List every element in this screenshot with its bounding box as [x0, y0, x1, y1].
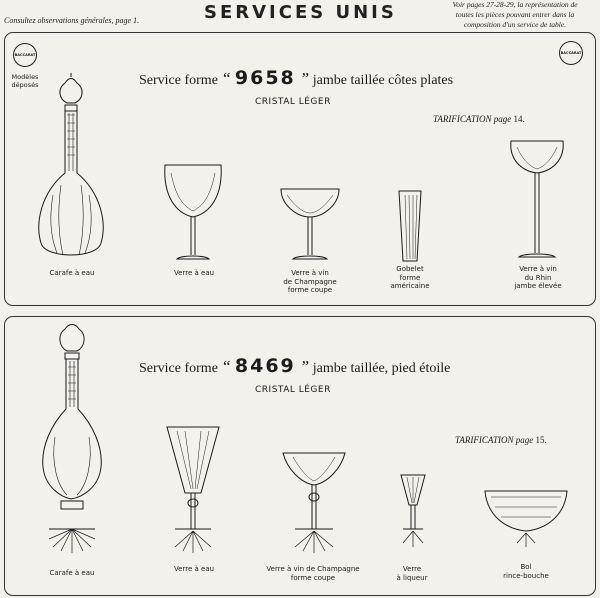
caption-line: forme	[399, 273, 421, 282]
caption-line: Gobelet	[396, 265, 424, 273]
caption-line: Verre à vin	[291, 269, 329, 277]
glassware-illustrations	[5, 317, 595, 595]
caption-line: forme coupe	[287, 286, 333, 294]
caption-line: Verre à vin	[519, 265, 557, 273]
quote-open: “	[221, 69, 231, 88]
models-note-line: Modèles	[11, 73, 39, 81]
caption-line: Verre à vin de Champagne	[266, 565, 360, 573]
item-caption	[27, 569, 117, 578]
service-prefix: Service forme	[139, 73, 218, 88]
header-note-line: Voir pages 27-28-29, la représentation de	[452, 0, 578, 9]
finger-bowl-illustration	[485, 491, 567, 547]
header-note-line: composition d'un service de table.	[463, 20, 567, 29]
caption-line: américaine	[390, 282, 430, 290]
item-caption	[265, 269, 355, 295]
crystal-subtitle: CRISTAL LÉGER	[255, 385, 331, 395]
rhine-glass-illustration	[511, 141, 563, 257]
service-panel-8469	[4, 316, 596, 596]
item-caption	[481, 563, 571, 580]
service-number: 8469	[234, 355, 296, 377]
service-suffix: jambe taillée, pied étoile	[312, 361, 451, 376]
service-number: 9658	[234, 67, 296, 89]
item-caption	[365, 265, 455, 291]
quote-close: ”	[299, 69, 310, 88]
caption-line: rince-bouche	[503, 571, 549, 580]
caption-line: de Champagne	[283, 277, 337, 286]
caption-line: Verre à eau	[173, 565, 215, 573]
page-title: SERVICES UNIS	[204, 2, 397, 23]
logo-text: BACCARAT	[14, 53, 36, 57]
caption-line: Verre à eau	[173, 269, 215, 277]
caption-line: à liqueur	[396, 573, 428, 582]
item-caption	[493, 265, 583, 291]
carafe-illustration	[43, 325, 102, 554]
quote-close: ”	[299, 357, 310, 376]
liqueur-glass-illustration	[401, 475, 425, 547]
item-caption	[367, 565, 457, 582]
tarif-page: 14.	[513, 114, 525, 124]
service-suffix: jambe taillée côtes plates	[312, 73, 454, 88]
caption-line: Carafe à eau	[49, 569, 95, 577]
item-caption	[253, 565, 373, 582]
champagne-coupe-illustration	[283, 453, 345, 553]
tarif-label: TARIFICATION page	[455, 435, 534, 445]
caption-line: Verre	[402, 565, 422, 573]
logo-text: BACCARAT	[560, 51, 582, 55]
crystal-subtitle: CRISTAL LÉGER	[255, 97, 331, 107]
caption-line: forme coupe	[290, 573, 336, 582]
water-glass-illustration	[165, 165, 221, 259]
water-glass-illustration	[167, 427, 219, 553]
tarif-label: TARIFICATION page	[433, 114, 512, 124]
caption-line: Bol	[520, 563, 532, 571]
models-note-line: déposés	[11, 81, 39, 89]
tarif-page: 15.	[535, 435, 547, 445]
champagne-coupe-illustration	[281, 189, 339, 259]
caption-line: Carafe à eau	[49, 269, 95, 277]
tumbler-illustration	[399, 191, 421, 261]
caption-line: du Rhin	[524, 273, 552, 282]
header-note-line: toutes les pièces pouvant entrer dans la	[455, 10, 575, 19]
item-caption	[27, 269, 117, 278]
service-prefix: Service forme	[139, 361, 218, 376]
header-note-left: Consultez observations générales, page 1.	[4, 16, 140, 25]
service-panel-9658	[4, 32, 596, 306]
quote-open: “	[221, 357, 231, 376]
item-caption	[149, 565, 239, 574]
caption-line: jambe élevée	[514, 282, 562, 290]
carafe-illustration	[39, 73, 103, 255]
item-caption	[149, 269, 239, 278]
header-note-right	[432, 0, 598, 30]
